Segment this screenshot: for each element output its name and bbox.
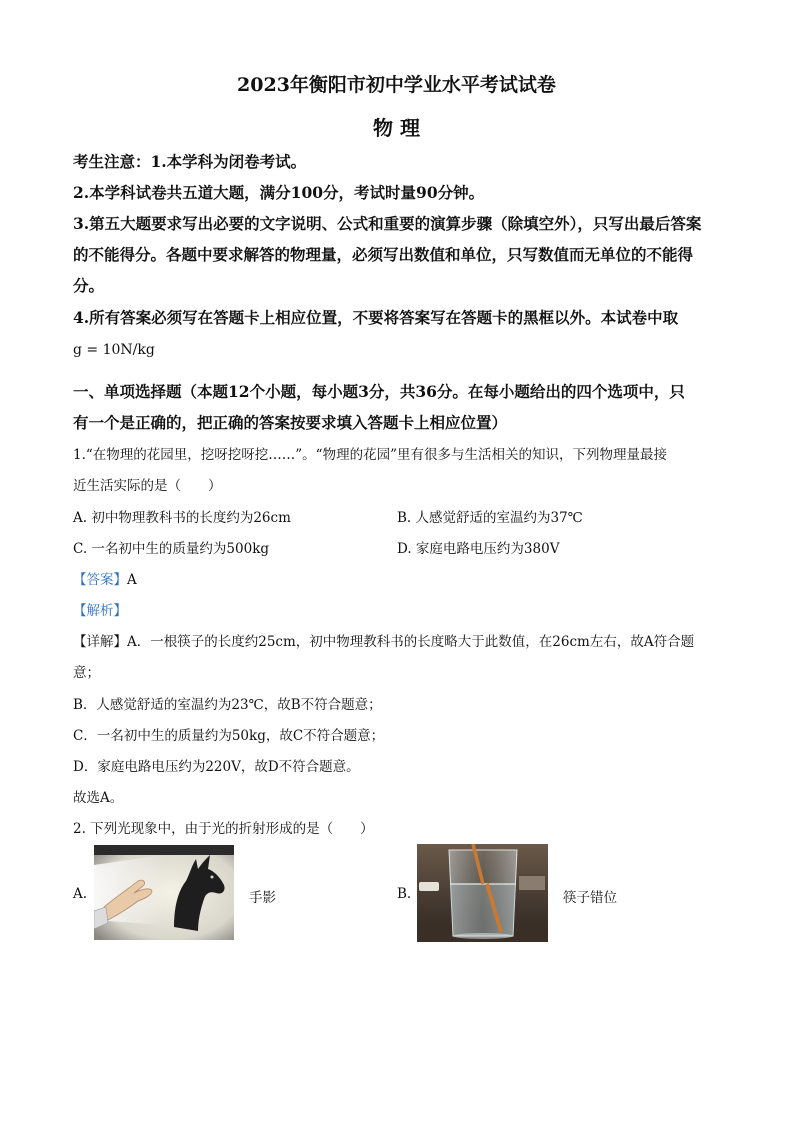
q1-stem-line-1: 1.“在物理的花园里，挖呀挖呀挖……”。“物理的花园”里有很多与生活相关的知识，下列物理量最接 [73, 447, 667, 463]
q1-option-b: B. 人感觉舒适的室温约为37℃ [397, 510, 583, 526]
note-2: 2.本学科试卷共五道大题，满分100分，考试时量90分钟。 [73, 183, 485, 202]
note-3-line-1: 3.第五大题要求写出必要的文字说明、公式和重要的演算步骤（除填空外），只写出最后答案 [73, 214, 702, 233]
q2-option-a-caption: 手影 [249, 890, 276, 906]
chopstick-in-glass-image [417, 844, 548, 942]
q2-option-b-label: B. [397, 886, 412, 902]
q1-analysis-tag: 【解析】 [73, 603, 127, 619]
q1-detail-d: D．家庭电路电压约为220V，故D不符合题意。 [73, 759, 360, 775]
exam-title: 2023年衡阳市初中学业水平考试试卷 [237, 74, 556, 96]
q1-detail-line-1: 【详解】A．一根筷子的长度约25cm，初中物理教科书的长度略大于此数值，在26cm左右，故A符合题 [73, 634, 695, 650]
q1-detail-b: B．人感觉舒适的室温约为23℃，故B不符合题意； [73, 697, 382, 713]
gravity-formula: g = 10N/kg [73, 342, 155, 358]
answer-tag: 【答案】 [73, 572, 127, 588]
q2-option-a-label: A. [73, 886, 88, 902]
note-3-line-3: 分。 [73, 276, 105, 295]
note-1: 考生注意：1.本学科为闭卷考试。 [73, 152, 307, 171]
q1-option-c: C. 一名初中生的质量约为500kg [73, 541, 270, 557]
q1-answer [73, 568, 137, 588]
q1-stem-line-2: 近生活实际的是（ ） [73, 478, 222, 494]
note-3-line-2: 的不能得分。各题中要求解答的物理量，必须写出数值和单位，只写数值而无单位的不能得 [73, 245, 694, 264]
q1-option-a: A. 初中物理教科书的长度约为26cm [73, 510, 291, 526]
q2-stem: 2. 下列光现象中，由于光的折射形成的是（ ） [73, 821, 374, 837]
subject-title: 物 理 [373, 116, 420, 140]
q1-conclusion: 故选A。 [73, 790, 124, 806]
note-4-line-1: 4.所有答案必须写在答题卡上相应位置，不要将答案写在答题卡的黑框以外。本试卷中取 [73, 308, 679, 327]
section-1-heading-line-2: 有一个是正确的，把正确的答案按要求填入答题卡上相应位置） [73, 413, 508, 432]
q2-option-b-caption: 筷子错位 [563, 890, 617, 906]
answer-value: A [127, 572, 137, 588]
q1-detail-line-2: 意； [73, 665, 100, 681]
q1-option-d: D. 家庭电路电压约为380V [397, 541, 560, 557]
section-1-heading-line-1: 一、单项选择题（本题12个小题，每小题3分，共36分。在每小题给出的四个选项中，只 [73, 382, 685, 401]
hand-shadow-image [94, 845, 234, 940]
q1-detail-c: C．一名初中生的质量约为50kg，故C不符合题意； [73, 728, 385, 744]
